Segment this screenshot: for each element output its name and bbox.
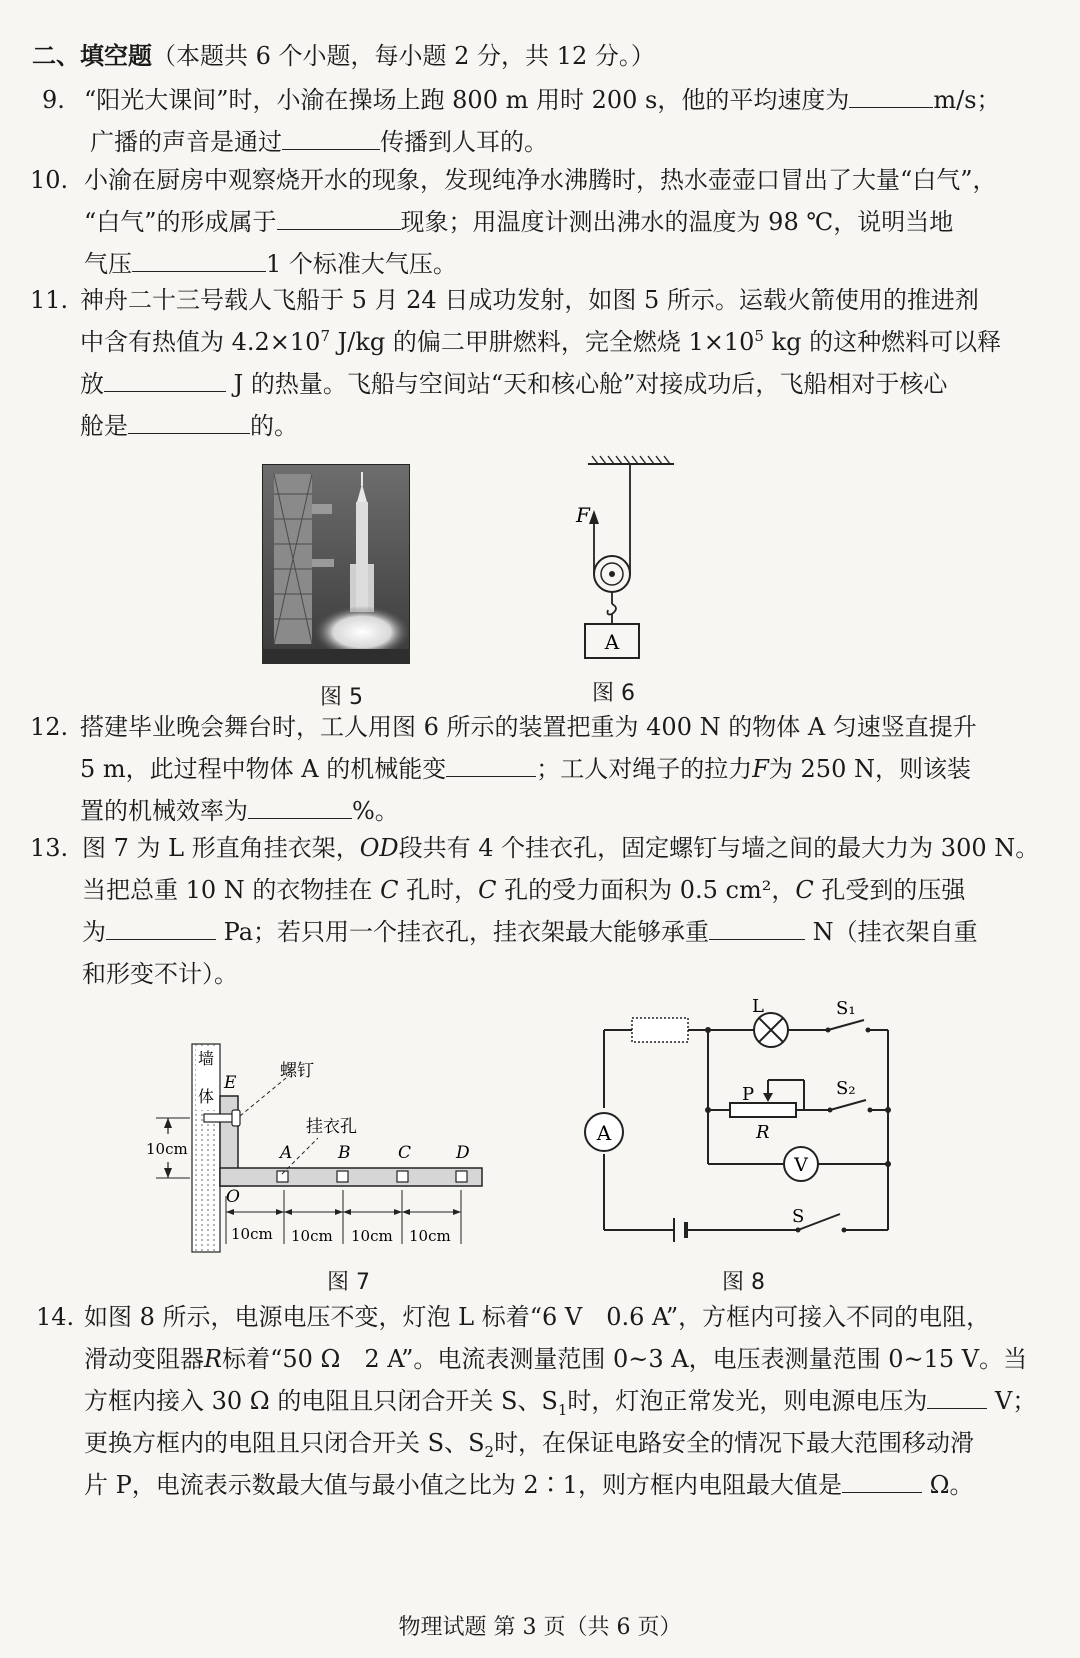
figure-8-circuit	[578, 992, 908, 1262]
q11-text-3: J/kg 的偏二甲肼燃料，完全燃烧 1×10	[330, 328, 755, 356]
figure-7-point-a: A	[280, 1143, 293, 1163]
q14-var-r: R	[204, 1345, 223, 1373]
q9-text-2: 广播的声音是通过	[90, 128, 282, 156]
figure-8-caption: 图 8	[722, 1270, 765, 1295]
figure-7-wall-label-1: 墙	[197, 1049, 215, 1068]
figure-6-block-label: A	[604, 630, 620, 654]
q11-exp-1: 7	[320, 327, 330, 345]
q13-var-od: OD	[359, 834, 399, 862]
figure-7-point-c: C	[398, 1143, 412, 1163]
section-title-rest: （本题共 6 个小题，每小题 2 分，共 12 分。）	[152, 42, 655, 70]
figure-7-wall-label-2: 体	[197, 1087, 215, 1106]
q11-number: 11.	[30, 286, 69, 314]
figure-8-ammeter-label: A	[596, 1121, 612, 1145]
q10-blank-phenomenon[interactable]	[277, 205, 401, 230]
q13-number: 13.	[30, 834, 69, 862]
q13-text-6: 孔受到的压强	[821, 876, 966, 904]
q9-blank-speed[interactable]	[849, 83, 933, 108]
figure-7-seg-4: 10cm	[409, 1227, 451, 1245]
q14-sub-1: 1	[557, 1400, 568, 1419]
q11-blank-motion[interactable]	[128, 409, 250, 434]
figure-7-point-b: B	[338, 1143, 351, 1163]
figure-7-caption: 图 7	[327, 1270, 370, 1295]
q13-var-c1: C	[380, 876, 399, 904]
q12-blank-efficiency[interactable]	[248, 794, 352, 819]
q10-text-1: 小渝在厨房中观察烧开水的现象，发现纯净水沸腾时，热水壶壶口冒出了大量“白气”，	[84, 166, 997, 194]
q14-blank-resistance[interactable]	[842, 1468, 922, 1493]
figure-7-point-d: D	[456, 1143, 470, 1163]
figure-6-pulley	[570, 452, 690, 664]
q11-blank-heat[interactable]	[104, 367, 226, 392]
page-footer: 物理试题 第 3 页（共 6 页）	[398, 1615, 682, 1640]
figure-6-force-label: F	[576, 503, 590, 527]
q14-sub-2: 2	[484, 1442, 495, 1461]
figure-7-seg-2: 10cm	[291, 1227, 333, 1245]
q13-text-8: Pa；若只用一个挂衣孔，挂衣架最大能够承重	[223, 918, 710, 946]
question-13	[82, 827, 1039, 995]
question-14	[84, 1296, 1036, 1506]
q14-text-1: 如图 8 所示，电源电压不变，灯泡 L 标着“6 V 0.6 A”，方框内可接入不同的电阻，	[84, 1303, 991, 1331]
q14-text-9: 片 P，电流表示数最大值与最小值之比为 2∶1，则方框内电阻最大值是	[84, 1471, 842, 1499]
q14-text-7: 更换方框内的电阻且只闭合开关 S、S	[84, 1429, 485, 1457]
figure-8-voltmeter-label: V	[794, 1154, 808, 1176]
question-9	[84, 79, 1001, 163]
q11-text-7: 舱是	[80, 412, 128, 440]
q11-text-8: 的。	[250, 412, 298, 440]
figure-7-seg-1: 10cm	[231, 1225, 273, 1243]
question-12	[80, 706, 977, 832]
q14-text-2: 滑动变阻器	[84, 1345, 204, 1373]
q13-text-2: 段共有 4 个挂衣孔，固定螺钉与墙之间的最大力为 300 N。	[398, 834, 1040, 862]
q12-text-1: 搭建毕业晚会舞台时，工人用图 6 所示的装置把重为 400 N 的物体 A 匀速竖直提升	[80, 713, 977, 741]
q9-text-1: “阳光大课间”时，小渝在操场上跑 800 m 用时 200 s，他的平均速度为	[84, 86, 850, 114]
q10-text-2: “白气”的形成属于	[84, 208, 277, 236]
figure-7-height-label: 10cm	[146, 1140, 188, 1158]
q11-text-5: 放	[80, 370, 104, 398]
q14-text-5: 时，灯泡正常发光，则电源电压为	[567, 1387, 928, 1415]
q14-text-3: 标着“50 Ω 2 A”。电流表测量范围 0~3 A，电压表测量范围 0~15 V。当	[222, 1345, 1028, 1373]
q14-text-10: Ω。	[929, 1471, 974, 1499]
q13-text-1: 图 7 为 L 形直角挂衣架，	[82, 834, 360, 862]
question-11	[80, 279, 1001, 447]
q12-text-6: %。	[352, 797, 399, 825]
q13-var-c2: C	[478, 876, 497, 904]
figure-7-point-e: E	[224, 1073, 237, 1093]
q13-blank-pressure[interactable]	[106, 915, 216, 940]
q9-blank-medium[interactable]	[282, 125, 380, 150]
q10-text-3: 现象；用温度计测出沸水的温度为 98 ℃，说明当地	[400, 208, 954, 236]
figure-7-hanger	[140, 1040, 500, 1260]
figure-5-caption: 图 5	[320, 685, 363, 710]
figure-8-s-label: S	[792, 1206, 805, 1227]
figure-5-rocket-photo	[262, 464, 410, 664]
figure-8-s2-label: S₂	[836, 1078, 856, 1099]
q14-text-4: 方框内接入 30 Ω 的电阻且只闭合开关 S、S	[84, 1387, 558, 1415]
figure-7-seg-3: 10cm	[351, 1227, 393, 1245]
q14-number: 14.	[36, 1303, 75, 1331]
q12-text-4: 为 250 N，则该装	[768, 755, 971, 783]
q14-blank-voltage[interactable]	[927, 1384, 987, 1409]
q10-blank-pressure[interactable]	[132, 247, 266, 272]
q11-text-6: J 的热量。飞船与空间站“天和核心舱”对接成功后，飞船相对于核心	[233, 370, 948, 398]
q13-text-5: 孔的受力面积为 0.5 cm²，	[504, 876, 796, 904]
q11-text-4: kg 的这种燃料可以释	[763, 328, 1002, 356]
q13-text-3: 当把总重 10 N 的衣物挂在	[82, 876, 373, 904]
q12-text-3: ；工人对绳子的拉力	[536, 755, 753, 783]
q9-number: 9.	[42, 86, 65, 114]
section-title-bold: 二、填空题	[32, 42, 152, 70]
q9-unit: m/s；	[933, 86, 1001, 114]
q13-text-10: 和形变不计）。	[82, 960, 238, 988]
figure-6-caption: 图 6	[592, 681, 635, 706]
question-10	[84, 159, 997, 285]
section-title	[32, 36, 655, 71]
q12-var-f: F	[752, 755, 769, 783]
figure-8-lamp-label: L	[752, 996, 764, 1017]
q10-text-5: 1 个标准大气压。	[266, 250, 457, 278]
q12-text-2: 5 m，此过程中物体 A 的机械能变	[80, 755, 447, 783]
q14-text-6: V；	[995, 1387, 1037, 1415]
figure-8-r-label: R	[756, 1122, 770, 1143]
figure-8-s1-label: S₁	[836, 998, 856, 1019]
q9-text-3: 传播到人耳的。	[380, 128, 548, 156]
figure-7-hole-label: 挂衣孔	[306, 1117, 357, 1137]
q10-number: 10.	[30, 166, 69, 194]
q12-blank-energy[interactable]	[446, 752, 536, 777]
q14-text-8: 时，在保证电路安全的情况下最大范围移动滑	[494, 1429, 975, 1457]
figure-8-p-label: P	[742, 1084, 755, 1105]
q13-text-4: 孔时，	[406, 876, 479, 904]
q13-blank-load[interactable]	[709, 915, 805, 940]
q13-var-c3: C	[795, 876, 814, 904]
q11-exp-2: 5	[754, 327, 764, 345]
q13-text-9: N（挂衣架自重	[812, 918, 978, 946]
q13-text-7: 为	[82, 918, 106, 946]
q11-text-1: 神舟二十三号载人飞船于 5 月 24 日成功发射，如图 5 所示。运载火箭使用的推进剂	[80, 286, 979, 314]
q12-number: 12.	[30, 713, 69, 741]
q11-text-2: 中含有热值为 4.2×10	[80, 328, 321, 356]
figure-7-point-o: O	[226, 1187, 240, 1207]
q10-text-4: 气压	[84, 250, 132, 278]
q12-text-5: 置的机械效率为	[80, 797, 248, 825]
figure-7-screw-label: 螺钉	[280, 1061, 314, 1081]
